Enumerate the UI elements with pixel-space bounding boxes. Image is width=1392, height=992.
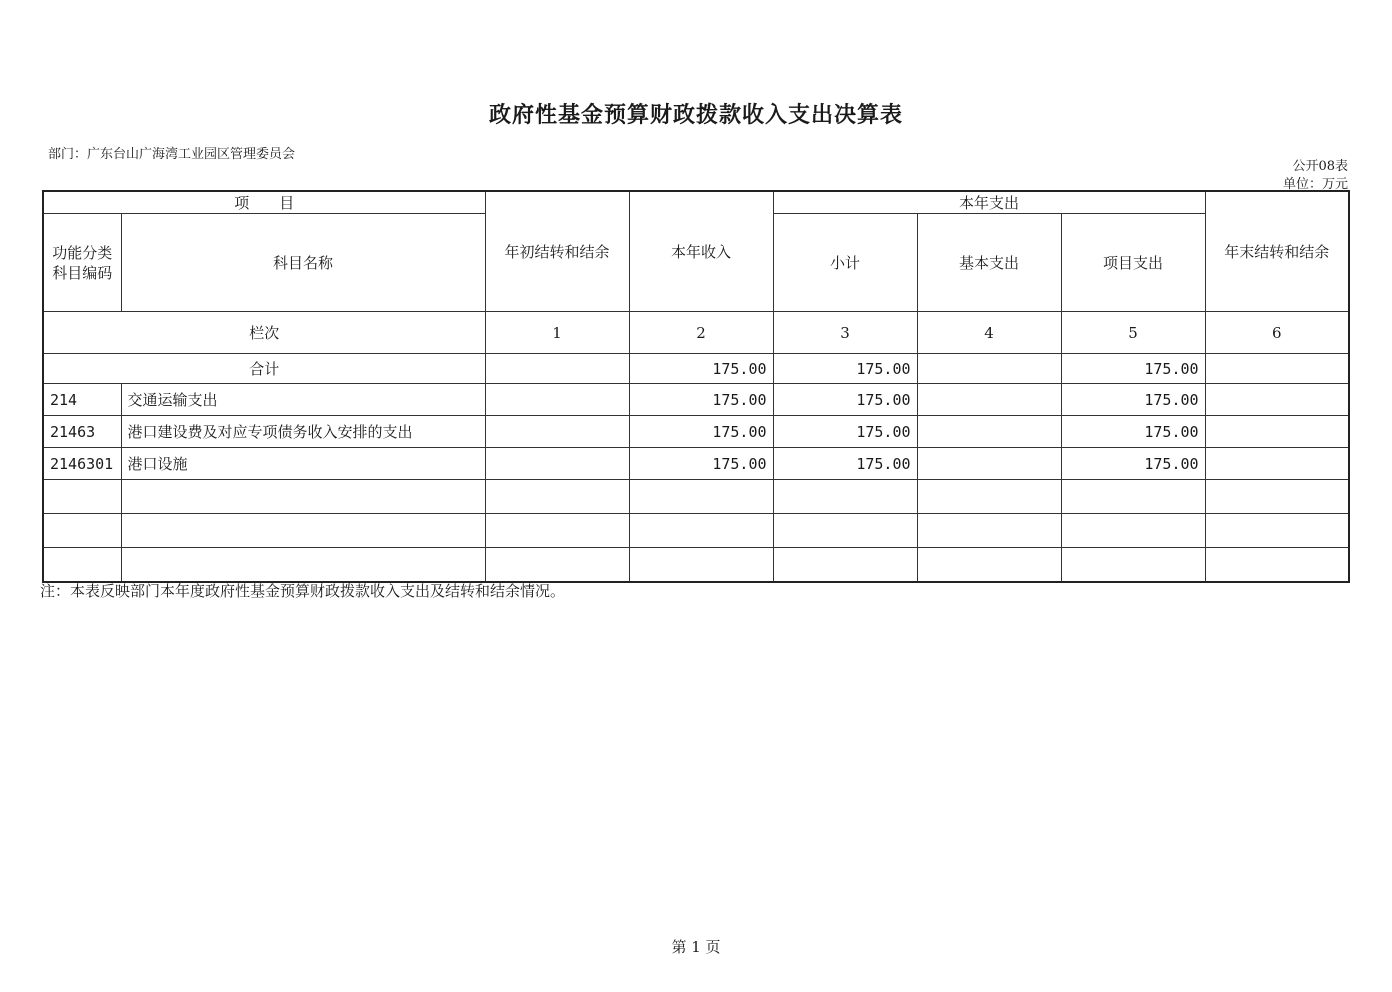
row-basic [917,384,1061,416]
header-subject-name: 科目名称 [121,214,485,312]
row-closing [1205,416,1349,448]
header-closing-balance: 年末结转和结余 [1205,191,1349,312]
row-income: 175.00 [629,416,773,448]
row-basic [917,448,1061,480]
row-subtotal: 175.00 [773,416,917,448]
table-row [43,416,1349,448]
row-code: 2146301 [43,448,121,480]
unit-label: 单位：万元 [1282,177,1348,192]
header-project-expense: 项目支出 [1061,214,1205,312]
row-income: 175.00 [629,384,773,416]
column-number: 2 [629,312,773,354]
row-project: 175.00 [1061,384,1205,416]
total-opening [485,354,629,384]
row-subtotal: 175.00 [773,384,917,416]
total-basic [917,354,1061,384]
table-row [43,448,1349,480]
header-opening-balance: 年初结转和结余 [485,191,629,312]
row-opening [485,416,629,448]
total-project: 175.00 [1061,354,1205,384]
header-current-income: 本年收入 [629,191,773,312]
total-row [43,354,1349,384]
row-project: 175.00 [1061,448,1205,480]
footnote: 注：本表反映部门本年度政府性基金预算财政拨款收入支出及结转和结余情况。 [40,582,566,600]
row-code: 21463 [43,416,121,448]
column-number-label: 栏次 [43,312,485,354]
total-subtotal: 175.00 [773,354,917,384]
row-subject-name: 港口建设费及对应专项债务收入安排的支出 [121,416,485,448]
row-opening [485,384,629,416]
budget-table [42,190,1350,583]
form-number: 公开08表 [1292,159,1348,174]
header-function-code: 功能分类 科目编码 [43,214,121,312]
header-current-expense: 本年支出 [773,191,1205,214]
header-item: 项 目 [43,191,485,214]
empty-row [43,548,1349,582]
row-project: 175.00 [1061,416,1205,448]
column-number: 6 [1205,312,1349,354]
row-subtotal: 175.00 [773,448,917,480]
empty-row [43,480,1349,514]
column-number: 1 [485,312,629,354]
column-number-row [43,312,1349,354]
row-subject-name: 交通运输支出 [121,384,485,416]
table-row [43,384,1349,416]
report-title: 政府性基金预算财政拨款收入支出决算表 [488,102,903,128]
header-subtotal: 小计 [773,214,917,312]
column-number: 5 [1061,312,1205,354]
row-income: 175.00 [629,448,773,480]
header-basic-expense: 基本支出 [917,214,1061,312]
row-closing [1205,384,1349,416]
department-label: 部门：广东台山广海湾工业园区管理委员会 [48,147,296,162]
page-number: 第 1 页 [671,938,721,956]
row-code: 214 [43,384,121,416]
row-basic [917,416,1061,448]
column-number: 3 [773,312,917,354]
total-income: 175.00 [629,354,773,384]
empty-row [43,514,1349,548]
total-closing [1205,354,1349,384]
row-closing [1205,448,1349,480]
column-number: 4 [917,312,1061,354]
total-label: 合计 [43,354,485,384]
row-subject-name: 港口设施 [121,448,485,480]
row-opening [485,448,629,480]
